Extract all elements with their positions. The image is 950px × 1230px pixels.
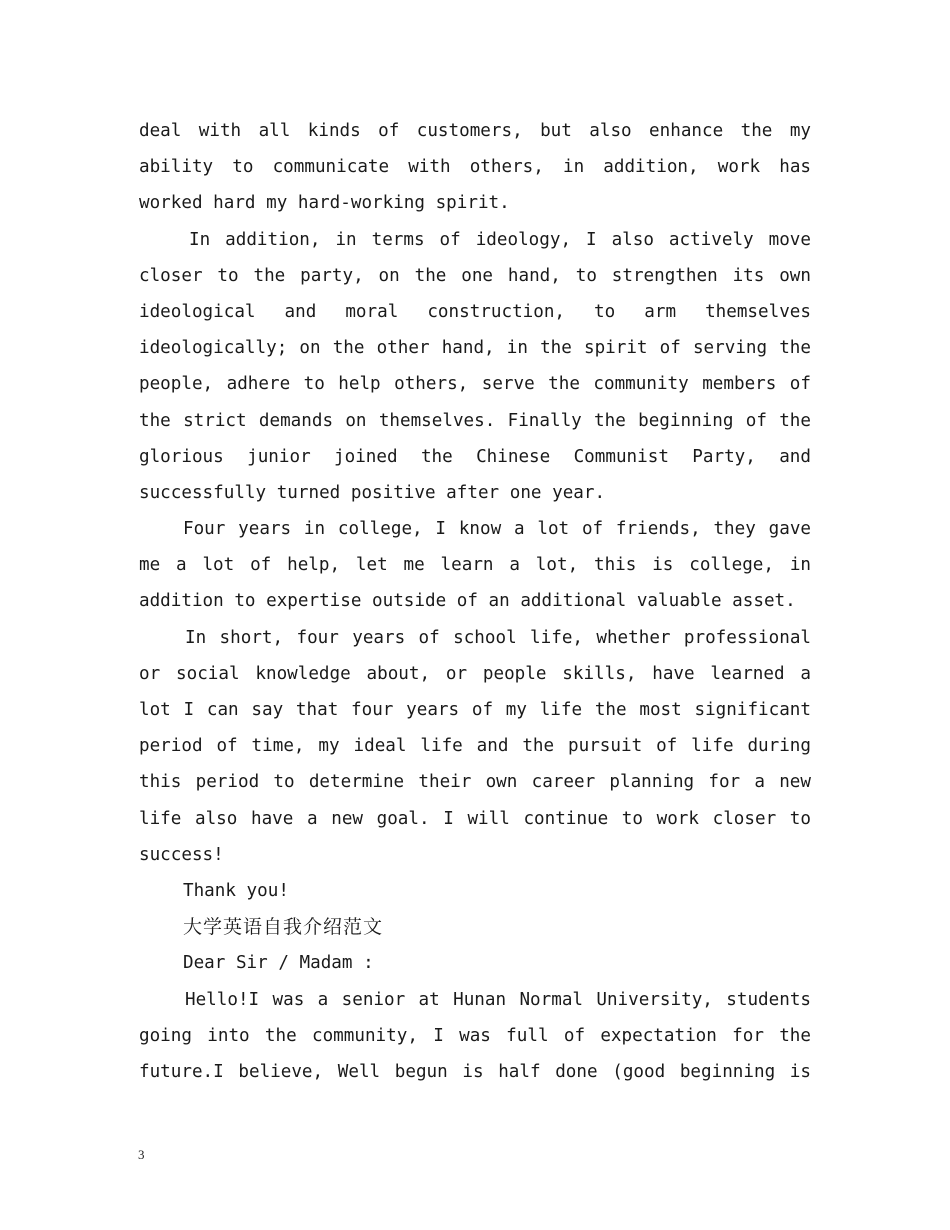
text-line: me a lot of help, let me learn a lot, this is college, in bbox=[139, 555, 811, 576]
text-line: people, adhere to help others, serve the community members of bbox=[139, 374, 811, 395]
text-line: life also have a new goal. I will continue to work closer to bbox=[139, 808, 811, 829]
text-line: ability to communicate with others, in addition, work has bbox=[139, 157, 811, 178]
text-line: the strict demands on themselves. Finally the beginning of the bbox=[139, 410, 811, 431]
text-line: addition to expertise outside of an additional valuable asset. bbox=[139, 591, 796, 612]
text-line: going into the community, I was full of expectation for the bbox=[139, 1025, 811, 1046]
text-line: deal with all kinds of customers, but also enhance the my bbox=[139, 121, 811, 141]
text-line: ideologically; on the other hand, in the spirit of serving the bbox=[139, 338, 811, 359]
document-body bbox=[139, 113, 811, 1090]
paragraph-first-line: Four years in college, I know a lot of friends, they gave bbox=[183, 519, 811, 540]
text-line: lot I can say that four years of my life the most significant bbox=[139, 700, 811, 720]
page-number: 3 bbox=[138, 1147, 145, 1162]
section-heading: 大学英语自我介绍范文 bbox=[183, 916, 384, 939]
text-line: ideological and moral construction, to arm themselves bbox=[139, 301, 811, 322]
paragraph-first-line: In addition, in terms of ideology, I also actively move bbox=[189, 229, 811, 250]
closing-line: Thank you! bbox=[183, 880, 289, 901]
text-line: future.I believe, Well begun is half done (good beginning is bbox=[139, 1061, 811, 1082]
text-line: this period to determine their own career planning for a new bbox=[139, 772, 811, 793]
text-line: worked hard my hard-working spirit. bbox=[139, 193, 510, 214]
text-line: closer to the party, on the one hand, to strengthen its own bbox=[139, 265, 811, 286]
text-line: or social knowledge about, or people skills, have learned a bbox=[139, 663, 811, 684]
text-line: period of time, my ideal life and the pursuit of life during bbox=[139, 736, 811, 757]
text-line: glorious junior joined the Chinese Communist Party, and bbox=[139, 446, 811, 467]
paragraph-first-line: In short, four years of school life, whether professional bbox=[185, 627, 811, 648]
paragraph-first-line: Hello!I was a senior at Hunan Normal University, students bbox=[185, 989, 811, 1010]
text-line: success! bbox=[139, 844, 224, 865]
text-line: successfully turned positive after one year. bbox=[139, 482, 606, 503]
salutation-line: Dear Sir / Madam : bbox=[183, 953, 374, 974]
